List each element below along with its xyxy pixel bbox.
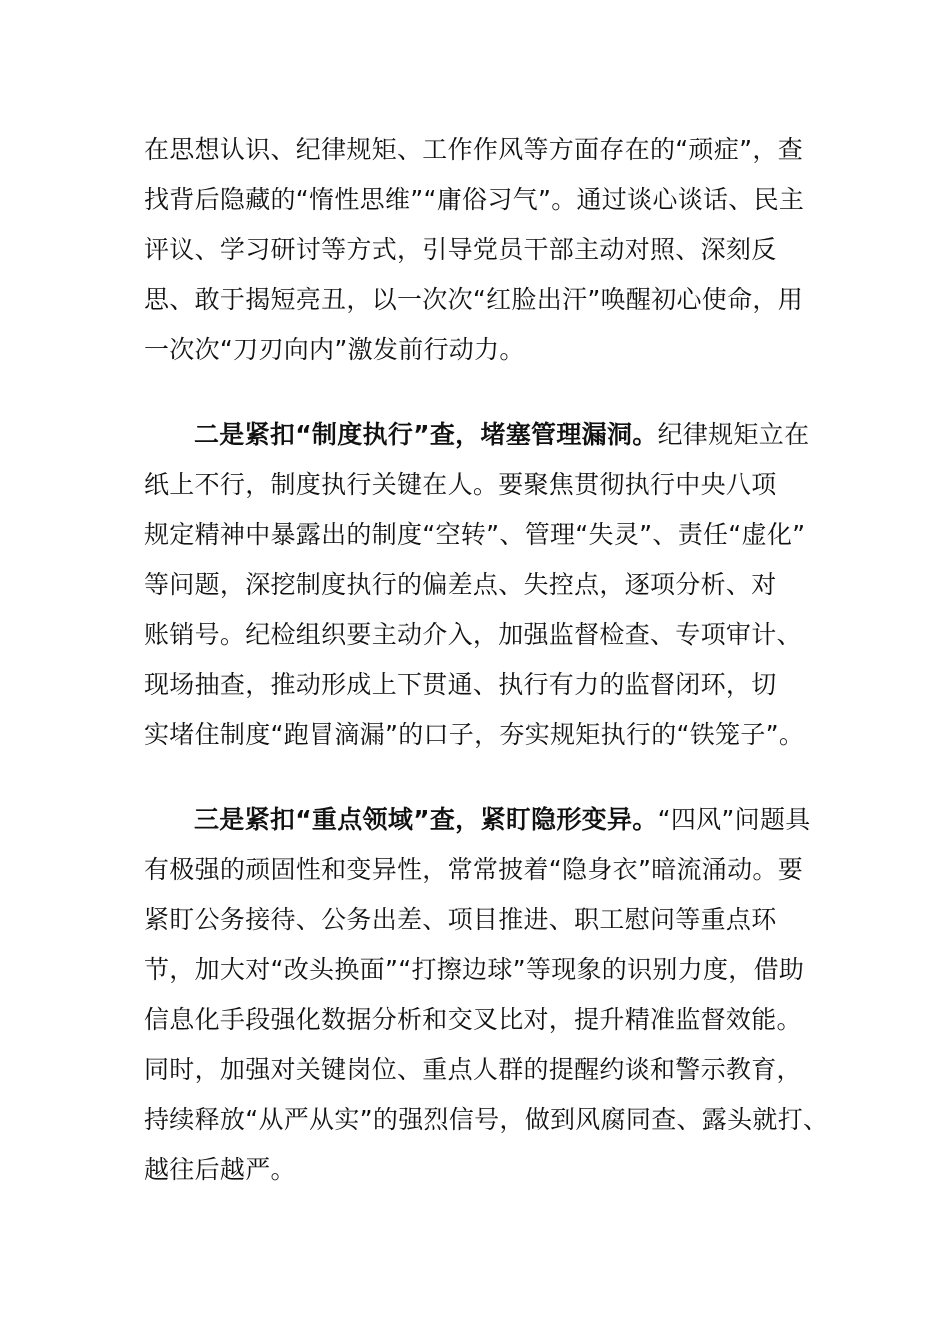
text-line: 一次次“刀刃向内”激发前行动力。 <box>144 335 525 364</box>
text-line: 规定精神中暴露出的制度“空转”、管理“失灵”、责任“虚化” <box>144 520 806 549</box>
text-line: 纸上不行，制度执行关键在人。要聚焦贯彻执行中央八项 <box>144 470 777 499</box>
paragraph-heading: 三是紧扣“重点领域”查，紧盯隐形变异。 <box>194 805 658 834</box>
text-line: 思、敢于揭短亮丑，以一次次“红脸出汗”唤醒初心使命，用 <box>144 285 804 314</box>
text-line: 同时，加强对关键岗位、重点人群的提醒约谈和警示教育， <box>144 1055 802 1084</box>
text-line: 持续释放“从严从实”的强烈信号，做到风腐同查、露头就打、 <box>144 1105 829 1134</box>
paragraph-1 <box>144 125 824 375</box>
text-line: 评议、学习研讨等方式，引导党员干部主动对照、深刻反 <box>144 235 777 264</box>
paragraph-heading: 二是紧扣“制度执行”查，堵塞管理漏洞。 <box>194 420 658 449</box>
paragraph-first-line <box>144 795 824 845</box>
paragraph-first-line <box>144 410 824 460</box>
text-line: 账销号。纪检组织要主动介入，加强监督检查、专项审计、 <box>144 620 802 649</box>
paragraph-2 <box>144 410 824 760</box>
text-line: 紧盯公务接待、公务出差、项目推进、职工慰问等重点环 <box>144 905 777 934</box>
text-run: 纪律规矩立在 <box>657 420 810 449</box>
text-line: 等问题，深挖制度执行的偏差点、失控点，逐项分析、对 <box>144 570 777 599</box>
text-line: 在思想认识、纪律规矩、工作作风等方面存在的“顽症”，查 <box>144 135 804 164</box>
text-line: 有极强的顽固性和变异性，常常披着“隐身衣”暗流涌动。要 <box>144 855 804 884</box>
paragraph-3 <box>144 795 829 1195</box>
text-line: 找背后隐藏的“惰性思维”“庸俗习气”。通过谈心谈话、民主 <box>144 185 805 214</box>
text-line: 实堵住制度“跑冒滴漏”的口子，夯实规矩执行的“铁笼子”。 <box>144 720 805 749</box>
text-line: 节，加大对“改头换面”“打擦边球”等现象的识别力度，借助 <box>144 955 805 984</box>
text-line: 越往后越严。 <box>144 1155 296 1184</box>
text-run: “四风”问题具 <box>657 805 811 834</box>
text-line: 信息化手段强化数据分析和交叉比对，提升精准监督效能。 <box>144 1005 802 1034</box>
text-line: 现场抽查，推动形成上下贯通、执行有力的监督闭环，切 <box>144 670 777 699</box>
